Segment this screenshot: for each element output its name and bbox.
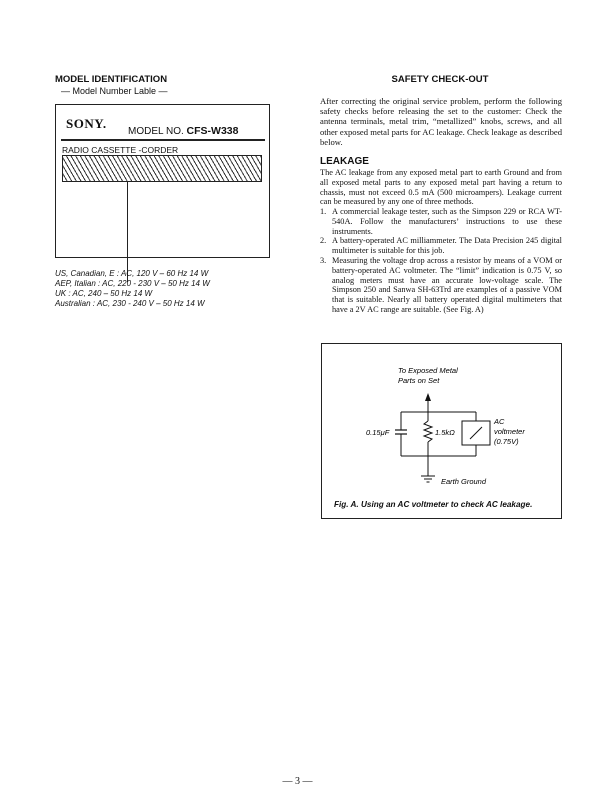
leakage-paragraph: The AC leakage from any exposed metal part to earth Ground and from all exposed metal parts to any exposed metal part having a return to chassis, must not exceed 0.5 mA (500 microampers). Leakage current can be measured by any one of three methods. bbox=[320, 168, 562, 207]
model-number-value: CFS-W338 bbox=[186, 125, 239, 137]
model-number bbox=[128, 125, 238, 137]
label-divider bbox=[61, 139, 265, 141]
safety-intro-paragraph: After correcting the original service problem, perform the following safety checks before releasing the set to the customer: Check the antenna terminals, metal trim, “metallized” knobs, screws, and all other exposed metal parts for AC leakage. Check leakage as described below. bbox=[320, 96, 562, 147]
spec-line: AEP, Italian : AC, 220 - 230 V – 50 Hz 14 W bbox=[55, 279, 210, 288]
leakage-heading: LEAKAGE bbox=[320, 156, 369, 167]
list-number: 2. bbox=[320, 236, 327, 246]
methods-list bbox=[320, 207, 562, 315]
top-label-line-2: Parts on Set bbox=[398, 376, 440, 385]
top-label-line-1: To Exposed Metal bbox=[398, 366, 458, 375]
resistor-symbol bbox=[424, 421, 432, 442]
spec-line: Australian : AC, 230 - 240 V – 50 Hz 14 W bbox=[55, 299, 205, 308]
figure-caption: Fig. A. Using an AC voltmeter to check AC leakage. bbox=[334, 500, 533, 509]
list-number: 3. bbox=[320, 255, 327, 265]
list-item bbox=[320, 236, 562, 256]
sony-logo: SONY. bbox=[66, 116, 107, 131]
resistor-label: 1.5kΩ bbox=[435, 428, 455, 437]
list-number: 1. bbox=[320, 207, 327, 216]
power-specs bbox=[55, 269, 210, 309]
list-item bbox=[320, 207, 562, 236]
list-item bbox=[320, 256, 562, 315]
meter-label-3: (0.75V) bbox=[494, 437, 519, 446]
product-type: RADIO CASSETTE -CORDER bbox=[62, 145, 179, 155]
capacitor-label: 0.15μF bbox=[366, 428, 390, 437]
meter-label-2: voltmeter bbox=[494, 427, 525, 436]
list-text: Measuring the voltage drop across a resistor by means of a VOM or battery-operated AC voltmeter. The “limit” indication is 0.75 V, so analog meters must have an accurate low-voltage scale. The Simpson 250 and Sanwa SH-63Trd are examples of a passive VOM that is suitable. Nearly all battery operated digital multimeters that have a 2V AC range are suitable. (See Fig. A) bbox=[332, 255, 562, 314]
hatched-label-area bbox=[62, 155, 262, 182]
safety-checkout-heading: SAFETY CHECK-OUT bbox=[391, 74, 489, 85]
model-prefix: MODEL NO. bbox=[128, 126, 184, 137]
pointer-line bbox=[127, 182, 128, 282]
leakage-circuit-diagram bbox=[321, 343, 562, 519]
model-identification-heading: MODEL IDENTIFICATION bbox=[55, 74, 168, 85]
ground-label: Earth Ground bbox=[441, 477, 487, 486]
meter-label-1: AC bbox=[494, 417, 505, 426]
list-text: A commercial leakage tester, such as the Simpson 229 or RCA WT-540A. Follow the manufacturers’ instructions to use these instruments. bbox=[332, 207, 562, 236]
spec-line: US, Canadian, E : AC, 120 V – 60 Hz 14 W bbox=[55, 269, 209, 278]
model-number-label-subheading: — Model Number Lable — bbox=[61, 86, 168, 96]
list-text: A battery-operated AC milliammeter. The Data Precision 245 digital multimeter is suitable for this job. bbox=[332, 236, 562, 256]
page-number: — 3 — bbox=[282, 776, 313, 787]
spec-line: UK : AC, 240 – 50 Hz 14 W bbox=[55, 289, 153, 298]
